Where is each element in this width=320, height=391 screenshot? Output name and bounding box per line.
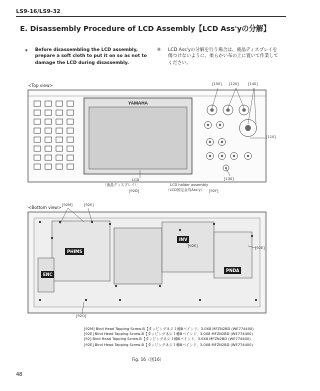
legend-line: [92E] Bind Head Tapping Screw-B【タッピングネジ１種Bバインド、3.0X8 MFZN2BD (WE774400) [84, 332, 253, 337]
screw-dot [213, 223, 215, 225]
legend-line: [92M] Bind Head Tapping Screw-B【タッピングネジ１種Bバインド、3.0X8 MFZN2BD (WE774400) [84, 327, 254, 331]
enc-label: ENC [43, 272, 53, 277]
panel-button [56, 164, 63, 169]
panel-button [56, 128, 63, 133]
screw-dot [251, 235, 253, 237]
lcd-screen [89, 107, 187, 169]
panel-button [34, 101, 41, 106]
screw-dot [255, 299, 257, 301]
knob-center [245, 125, 251, 131]
panel-button [67, 101, 74, 106]
holder-caption-jp: （LCD固定金具Ass'y） [166, 188, 205, 192]
screw-legend [84, 327, 254, 348]
lcd-caption: LCD [132, 178, 140, 182]
screw-dot [85, 299, 87, 301]
holder-caption: LCD holder assembly [170, 183, 209, 187]
panel-button [45, 119, 52, 124]
callout-92e-left: [92E] [84, 203, 94, 207]
note-star-jp: ※ [157, 48, 161, 53]
legend-line: [92E] Bind Head Tapping Screw-B【タッピングネジ１種Bバインド、3.0X8 MFZN2BD (WE774400) [84, 342, 253, 347]
pnda-label: PNDA [226, 268, 240, 273]
knob-center [210, 108, 214, 112]
panel-button [67, 119, 74, 124]
holder-ref: [92F] [209, 189, 219, 193]
panel-button [34, 110, 41, 115]
callout-130: [130] [224, 177, 234, 181]
page-number: 48 [16, 372, 23, 378]
note-star-en: * [25, 49, 28, 55]
model-header: LS9-16/LS9-32 [16, 9, 61, 15]
callout-110: [110] [266, 135, 276, 139]
note-japanese: LCD Ass'yの分解を行う場合は、液晶ディスプレイを傷つけないように、柔らかい布の上に置いて作業してください。 [168, 48, 279, 66]
callout-92q: [92Q] [76, 314, 87, 318]
panel-button [45, 128, 52, 133]
top-view-label: <Top view> [28, 83, 54, 88]
knob-center [221, 141, 223, 143]
panel-button [56, 155, 63, 160]
panel-button [34, 146, 41, 151]
note-english: Before disassembling the LCD assembly, prepare a soft cloth to put it on so as not to damage the LCD during disassembly. [35, 48, 147, 66]
screw-dot [39, 221, 41, 223]
panel-button [45, 155, 52, 160]
screw-dot [51, 237, 53, 239]
knob-center [233, 155, 235, 157]
panel-button [34, 137, 41, 142]
knob-center [247, 155, 249, 157]
callout-140: [140] [248, 82, 258, 86]
panel-button [34, 164, 41, 169]
panel-button [67, 164, 74, 169]
panel-button [56, 146, 63, 151]
phims-label: PHIMS [67, 249, 83, 254]
knob-center [221, 155, 223, 157]
panel-button [34, 155, 41, 160]
screw-dot [159, 285, 161, 287]
panel-button [45, 137, 52, 142]
panel-button [56, 137, 63, 142]
screw-dot [179, 229, 181, 231]
screw-dot [109, 223, 111, 225]
lcd-caption-jp: （液晶ディスプレイ） [103, 183, 139, 187]
knob-center [209, 141, 211, 143]
panel-button [67, 110, 74, 115]
panel-button [45, 164, 52, 169]
callout-150: [150] [212, 82, 222, 86]
yamaha-logo: YAMAHA [128, 100, 148, 106]
knob-center [242, 108, 246, 112]
callout-92e-far-right: [92E] [255, 246, 265, 250]
screw-dot [199, 299, 201, 301]
callout-92m: [92M] [62, 203, 73, 207]
callout-92e-right: [92E] [188, 244, 198, 248]
knob-center [209, 155, 211, 157]
panel-button [45, 110, 52, 115]
figure-caption: Fig. 16（図16） [132, 357, 164, 362]
lcd-frame-bottom [114, 228, 162, 284]
callout-120: [120] [229, 82, 239, 86]
panel-button [56, 110, 63, 115]
knob-center [207, 124, 209, 126]
bottom-view-label: <Bottom view> [28, 205, 62, 210]
screw-dot [39, 299, 41, 301]
knob-center [219, 124, 221, 126]
lcd-ref: [92D] [129, 189, 140, 193]
knob-center [226, 108, 230, 112]
screw-dot [115, 285, 117, 287]
panel-button [34, 128, 41, 133]
panel-button [67, 137, 74, 142]
panel-button [67, 128, 74, 133]
panel-button [67, 155, 74, 160]
panel-button [67, 146, 74, 151]
inv-label: INV [179, 237, 188, 242]
panel-button [56, 101, 63, 106]
panel-button [34, 119, 41, 124]
screw-dot [119, 299, 121, 301]
panel-button [56, 119, 63, 124]
section-title: E. Disassembly Procedure of LCD Assembly【LCD Ass'yの分解】 [20, 24, 271, 33]
legend-line: [92] Bind Head Tapping Screw-B【タッピングネジ１種Bバインド、3.0X8 MFZN2BD (WE774400) [84, 337, 251, 342]
panel-button [45, 146, 52, 151]
panel-button [45, 101, 52, 106]
